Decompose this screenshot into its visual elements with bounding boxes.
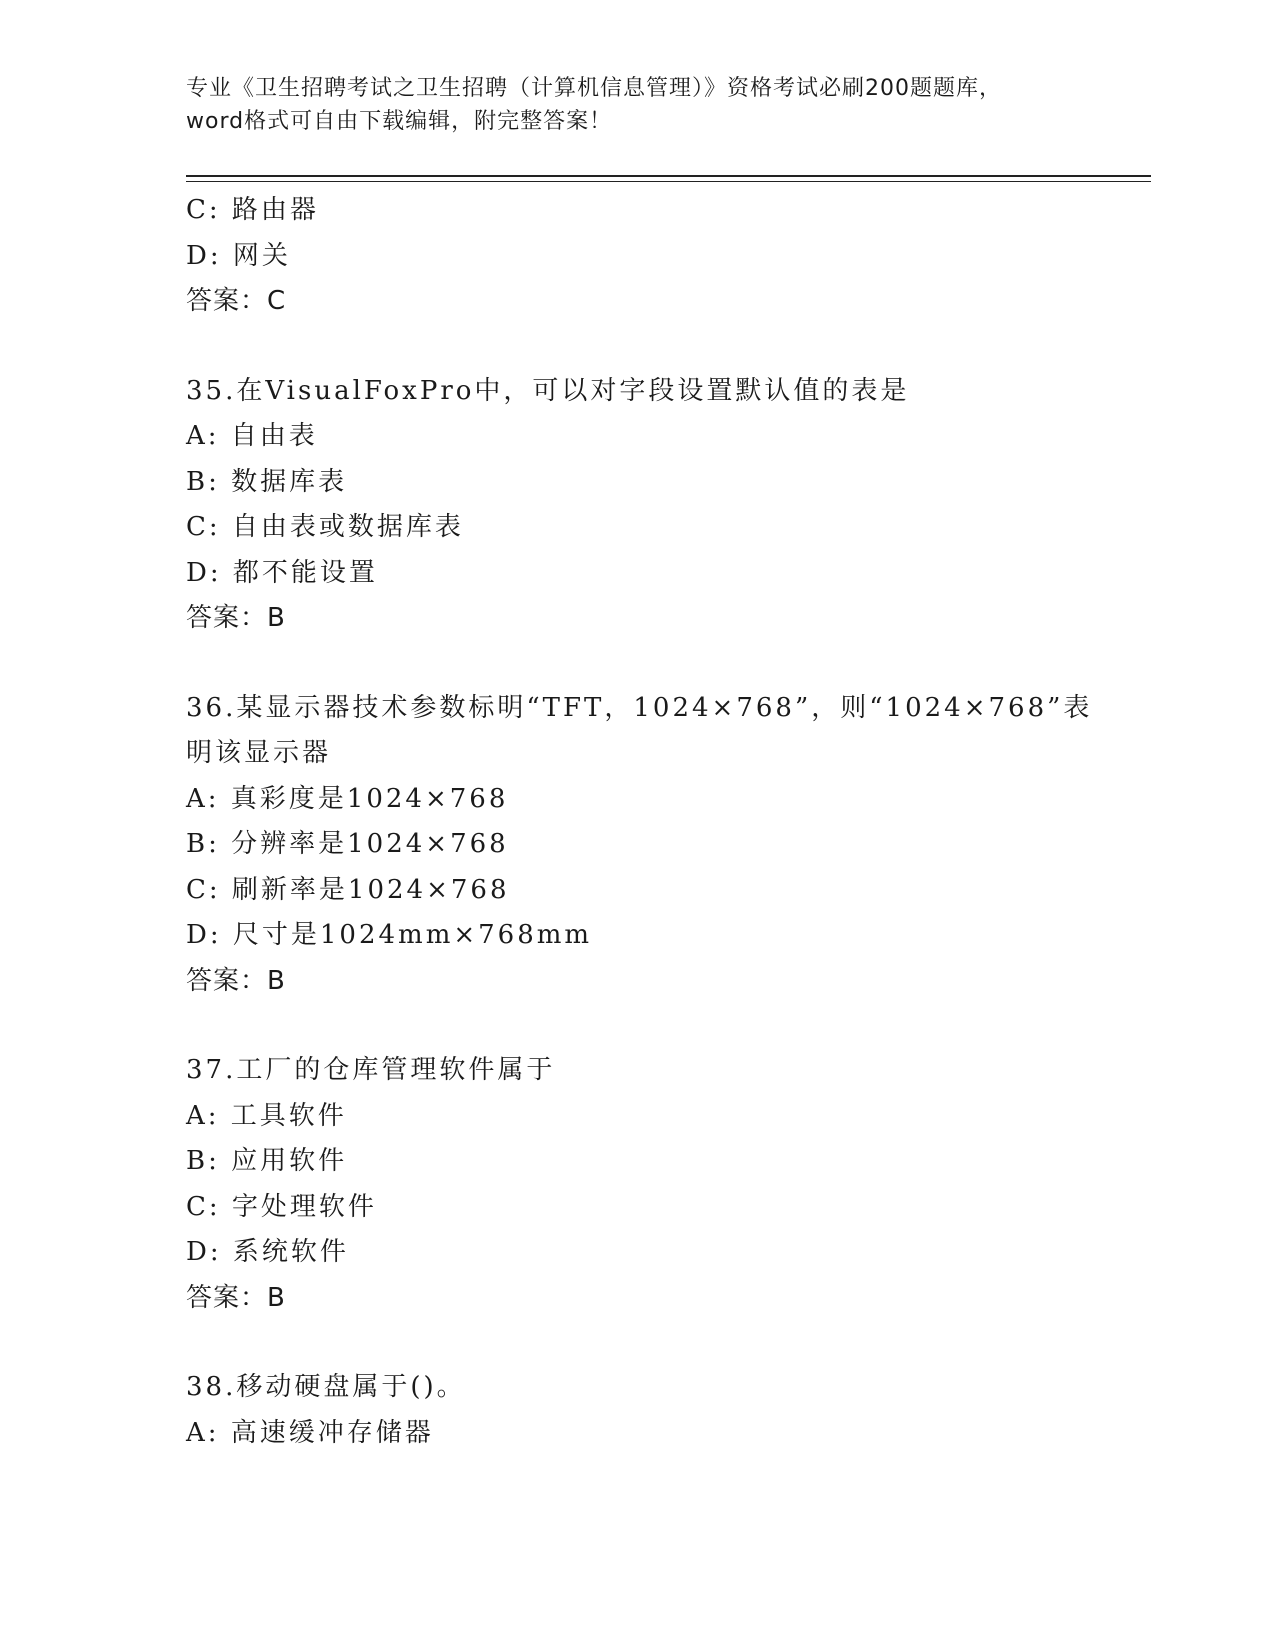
answer-line: 答案：C: [186, 286, 287, 316]
option-line: C: 刷新率是1024×768: [186, 874, 510, 905]
option-line: C: 路由器: [186, 195, 319, 225]
question-text: 37.工厂的仓库管理软件属于: [186, 1055, 556, 1085]
header-divider-thick: [186, 175, 1151, 177]
header-divider-thin: [186, 181, 1151, 182]
option-line: D: 网关: [186, 240, 291, 271]
option-line: B: 数据库表: [186, 466, 348, 497]
option-line: C: 字处理软件: [186, 1191, 377, 1222]
question-block-36: [186, 686, 1093, 1005]
answer-line: 答案：B: [186, 965, 286, 996]
option-line: A: 工具软件: [186, 1100, 347, 1131]
question-list: [186, 188, 1093, 1456]
option-line: B: 应用软件: [186, 1146, 348, 1176]
option-line: D: 尺寸是1024mm×768mm: [186, 920, 593, 950]
question-block-continued: [186, 188, 1086, 325]
option-line: A: 真彩度是1024×768: [186, 783, 509, 814]
answer-line: 答案：B: [186, 1282, 286, 1313]
question-block-35: [186, 369, 1086, 642]
option-line: D: 都不能设置: [186, 557, 378, 588]
header-line-1: 专业《卫生招聘考试之卫生招聘（计算机信息管理）》资格考试必刷200题题库，: [186, 76, 1002, 101]
question-text: 35.在VisualFoxPro中，可以对字段设置默认值的表是: [186, 375, 910, 406]
question-block-38: [186, 1365, 1086, 1456]
answer-line: 答案：B: [186, 603, 286, 633]
question-block-37: [186, 1048, 1086, 1321]
question-text: 38.移动硬盘属于()。: [186, 1372, 466, 1402]
document-header: [186, 72, 1086, 138]
question-text-continued: 明该显示器: [186, 738, 332, 768]
option-line: C: 自由表或数据库表: [186, 512, 464, 542]
option-line: A: 自由表: [186, 421, 318, 451]
header-line-2: word格式可自由下载编辑，附完整答案！: [186, 109, 613, 134]
option-line: B: 分辨率是1024×768: [186, 829, 509, 859]
question-text: 36.某显示器技术参数标明“TFT，1024×768”，则“1024×768”表: [186, 692, 1093, 723]
option-line: A: 高速缓冲存储器: [186, 1417, 434, 1448]
option-line: D: 系统软件: [186, 1237, 349, 1267]
